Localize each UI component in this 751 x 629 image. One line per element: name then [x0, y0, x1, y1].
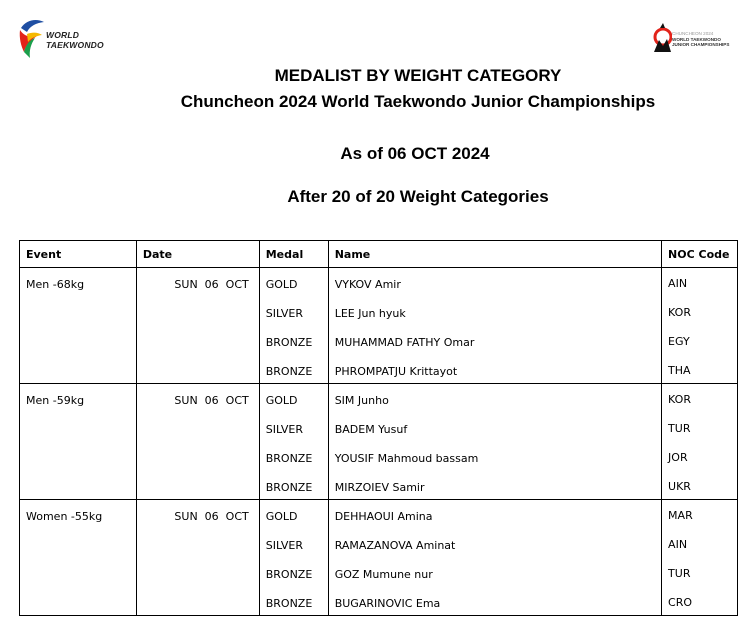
name-cell: LEE Jun hyuk	[328, 297, 661, 326]
noc-cell: TUR	[662, 558, 738, 587]
medal-cell: SILVER	[259, 413, 328, 442]
table-row	[20, 587, 738, 616]
logo-right-line3: JUNIOR CHAMPIONSHIPS	[672, 42, 730, 48]
chuncheon-emblem-icon	[652, 22, 672, 54]
noc-cell: UKR	[662, 471, 738, 500]
column-header-medal: Medal	[259, 241, 328, 268]
medal-cell: SILVER	[259, 529, 328, 558]
noc-cell: TUR	[662, 413, 738, 442]
logo-left-line2: TAEKWONDO	[46, 40, 104, 50]
date-cell: SUN 06 OCT	[136, 500, 259, 529]
table-row	[20, 413, 738, 442]
name-cell: MIRZOIEV Samir	[328, 471, 661, 500]
name-cell: YOUSIF Mahmoud bassam	[328, 442, 661, 471]
noc-cell: EGY	[662, 326, 738, 355]
name-cell: RAMAZANOVA Aminat	[328, 529, 661, 558]
table-row	[20, 268, 738, 297]
table-row	[20, 529, 738, 558]
medal-cell: GOLD	[259, 500, 328, 529]
as-of-date: As of 06 OCT 2024	[340, 144, 490, 163]
noc-cell: JOR	[662, 442, 738, 471]
noc-cell: THA	[662, 355, 738, 384]
medal-cell: BRONZE	[259, 355, 328, 384]
noc-cell: KOR	[662, 384, 738, 413]
table-row	[20, 297, 738, 326]
world-taekwondo-emblem-icon	[18, 14, 48, 60]
logo-right-line1: CHUNCHEON 2024	[672, 31, 714, 36]
noc-cell: KOR	[662, 297, 738, 326]
column-header-name: Name	[328, 241, 661, 268]
name-cell: GOZ Mumune nur	[328, 558, 661, 587]
chuncheon-2024-logo	[652, 22, 747, 58]
medal-cell: BRONZE	[259, 442, 328, 471]
noc-cell: AIN	[662, 268, 738, 297]
noc-cell: AIN	[662, 529, 738, 558]
column-header-noc: NOC Code	[662, 241, 738, 268]
event-cell: Women -55kg	[20, 500, 137, 529]
name-cell: BUGARINOVIC Ema	[328, 587, 661, 616]
report-title: MEDALIST BY WEIGHT CATEGORY	[274, 66, 562, 85]
table-row	[20, 500, 738, 529]
medal-cell: BRONZE	[259, 587, 328, 616]
name-cell: VYKOV Amir	[328, 268, 661, 297]
logo-right-line2: WORLD TAEKWONDO	[672, 36, 721, 42]
medal-cell: GOLD	[259, 384, 328, 413]
logo-left-line1: WORLD	[46, 30, 80, 40]
name-cell: MUHAMMAD FATHY Omar	[328, 326, 661, 355]
table-row	[20, 442, 738, 471]
name-cell: PHROMPATJU Krittayot	[328, 355, 661, 384]
table-row	[20, 558, 738, 587]
medalist-table	[19, 240, 738, 616]
name-cell: SIM Junho	[328, 384, 661, 413]
medal-cell: GOLD	[259, 268, 328, 297]
report-subtitle: Chuncheon 2024 World Taekwondo Junior Championships	[180, 92, 656, 111]
table-header-row	[20, 241, 738, 268]
table-row	[20, 471, 738, 500]
medal-cell: BRONZE	[259, 558, 328, 587]
world-taekwondo-logo	[18, 14, 108, 62]
date-cell: SUN 06 OCT	[136, 268, 259, 297]
name-cell: DEHHAOUI Amina	[328, 500, 661, 529]
column-header-date: Date	[136, 241, 259, 268]
noc-cell: CRO	[662, 587, 738, 616]
noc-cell: MAR	[662, 500, 738, 529]
table-row	[20, 384, 738, 413]
date-cell: SUN 06 OCT	[136, 384, 259, 413]
event-cell: Men -59kg	[20, 384, 137, 413]
event-cell: Men -68kg	[20, 268, 137, 297]
name-cell: BADEM Yusuf	[328, 413, 661, 442]
column-header-event: Event	[20, 241, 137, 268]
medal-cell: BRONZE	[259, 326, 328, 355]
medal-cell: BRONZE	[259, 471, 328, 500]
progress-status: After 20 of 20 Weight Categories	[287, 187, 549, 206]
medal-cell: SILVER	[259, 297, 328, 326]
table-row	[20, 355, 738, 384]
table-row	[20, 326, 738, 355]
